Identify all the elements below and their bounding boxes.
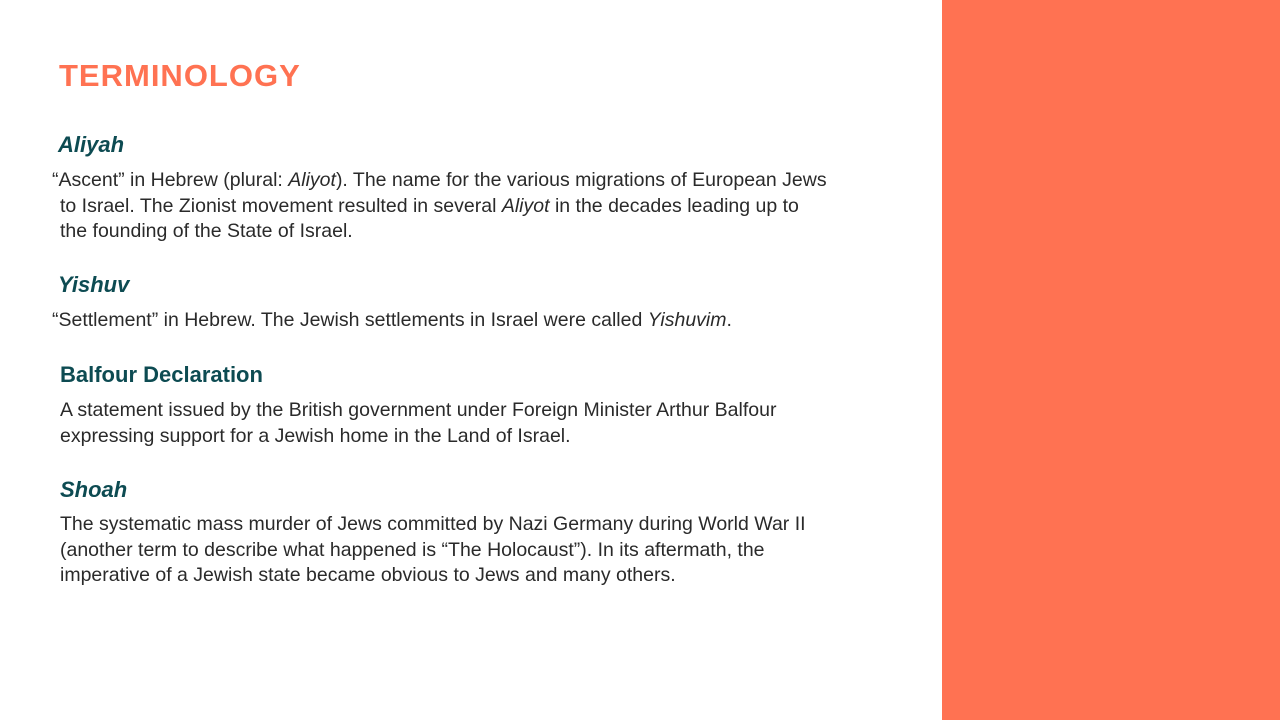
definition-text: . bbox=[726, 309, 732, 331]
definition-line bbox=[52, 308, 892, 334]
term-heading-shoah: Shoah bbox=[60, 477, 128, 502]
definition-line: the founding of the State of Israel. bbox=[60, 220, 353, 242]
definition-text: to Israel. The Zionist movement resulted in several bbox=[60, 194, 502, 217]
definition-line bbox=[52, 168, 892, 194]
definition-text: in the decades leading up to bbox=[549, 194, 799, 217]
term-definition-aliyah bbox=[52, 168, 892, 245]
definition-text: ). The name for the various migrations of European Jews bbox=[335, 169, 827, 191]
definition-line: (another term to describe what happened is “The Holocaust”). In its aftermath, the bbox=[60, 538, 765, 561]
definition-line: A statement issued by the British government under Foreign Minister Arthur Balfour bbox=[60, 399, 777, 421]
term-definition-yishuv bbox=[52, 308, 892, 334]
term-heading-aliyah: Aliyah bbox=[58, 132, 125, 157]
definition-emphasis: Aliyot bbox=[501, 194, 550, 217]
accent-panel bbox=[942, 0, 1280, 720]
definition-line bbox=[52, 194, 892, 220]
term-definition-balfour-declaration bbox=[60, 398, 900, 449]
definition-emphasis: Yishuvim bbox=[647, 309, 727, 331]
definition-line: The systematic mass murder of Jews committed by Nazi Germany during World War II bbox=[60, 513, 806, 535]
definition-emphasis: Aliyot bbox=[288, 169, 336, 191]
definition-line: expressing support for a Jewish home in the Land of Israel. bbox=[60, 424, 571, 447]
definition-text: “Ascent” in Hebrew (plural: bbox=[52, 169, 289, 191]
term-definition-shoah bbox=[60, 512, 900, 589]
definition-text: “Settlement” in Hebrew. The Jewish settlements in Israel were called bbox=[52, 309, 648, 331]
term-heading-yishuv: Yishuv bbox=[58, 272, 130, 297]
definition-line: imperative of a Jewish state became obvious to Jews and many others. bbox=[60, 564, 676, 586]
term-heading-balfour-declaration: Balfour Declaration bbox=[60, 362, 263, 387]
page-title: TERMINOLOGY bbox=[59, 58, 301, 93]
